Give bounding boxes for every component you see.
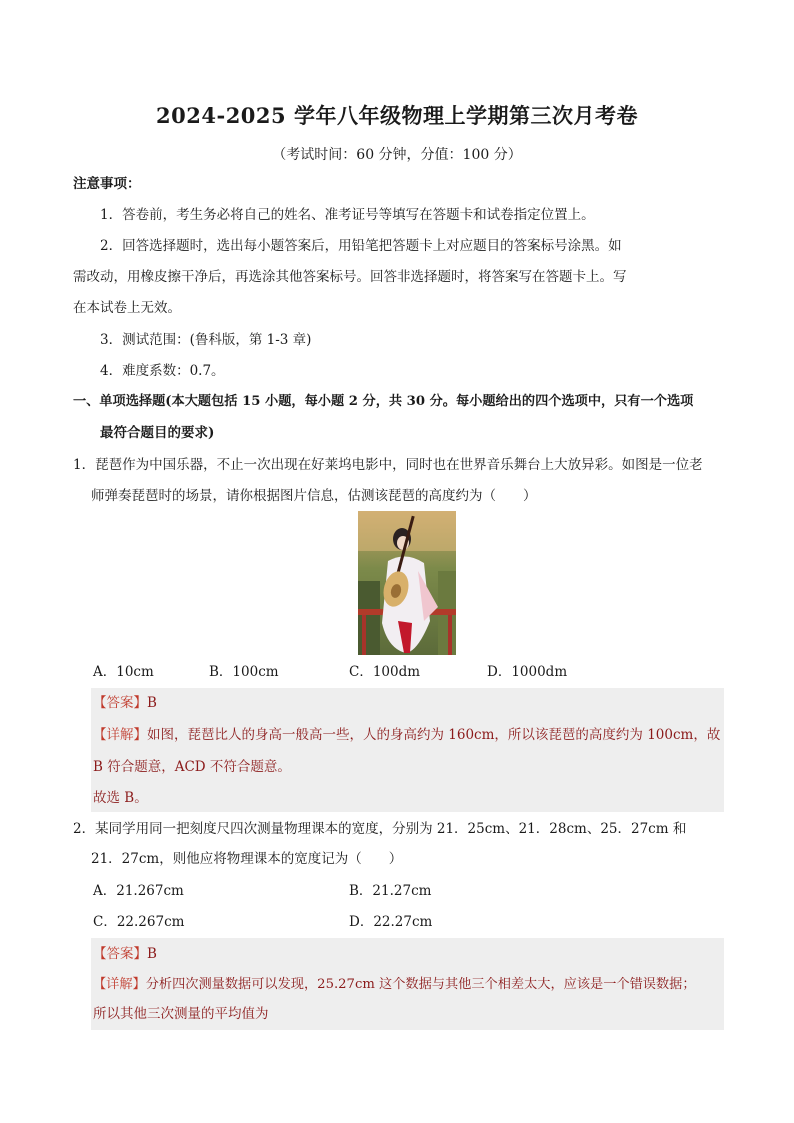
question-1-stem: 1．琵琶作为中国乐器，不止一次出现在好莱坞电影中，同时也在世界音乐舞台上大放异彩。如图是一位老 — [73, 457, 703, 473]
note-item-4: 4．难度系数：0.7。 — [100, 363, 225, 379]
answer-value: B — [147, 946, 157, 962]
detail-1-line-1 — [93, 725, 720, 745]
pipa-player-photo — [358, 511, 456, 655]
detail-2-line-1 — [93, 975, 696, 995]
option-b: B．100cm — [209, 664, 279, 680]
section-heading: 一、单项选择题(本大题包括 15 小题，每小题 2 分，共 30 分。每小题给出的四个选项中，只有一个选项 — [73, 394, 694, 409]
detail-1-line-2: B 符合题意，ACD 不符合题意。 — [93, 759, 291, 775]
option-d: D．1000dm — [487, 664, 568, 680]
answer-tag: 【答案】 — [93, 946, 147, 962]
option-a: A．21.267cm — [93, 883, 184, 899]
option-d: D．22.27cm — [349, 914, 433, 930]
detail-text: 如图，琵琶比人的身高一般高一些，人的身高约为 160cm，所以该琵琶的高度约为 100cm，故 — [147, 727, 721, 743]
detail-tag: 【详解】 — [93, 977, 146, 992]
note-item-2-line-3: 在本试卷上无效。 — [73, 300, 181, 316]
pipa-player-image — [358, 511, 456, 655]
answer-value: B — [147, 695, 157, 711]
detail-tag: 【详解】 — [93, 727, 147, 743]
question-1-stem-cont: 师弹奏琵琶时的场景，请你根据图片信息，估测该琵琶的高度约为（ ） — [91, 488, 537, 504]
question-2-stem: 2．某同学用同一把刻度尺四次测量物理课本的宽度，分别为 21．25cm、21．28cm、25．27cm 和 — [73, 821, 687, 837]
option-b: B．21.27cm — [349, 883, 432, 899]
page-title: 2024-2025 学年八年级物理上学期第三次月考卷 — [156, 103, 638, 128]
option-a: A．10cm — [93, 664, 154, 680]
question-2-stem-cont: 21．27cm，则他应将物理课本的宽度记为（ ） — [91, 851, 403, 867]
conclusion-1: 故选 B。 — [93, 790, 148, 806]
answer-1 — [93, 693, 157, 713]
note-item-1: 1．答卷前，考生务必将自己的姓名、准考证号等填写在答题卡和试卷指定位置上。 — [100, 207, 595, 223]
answer-tag: 【答案】 — [93, 695, 147, 711]
note-item-2-line-1: 2．回答选择题时，选出每小题答案后，用铅笔把答题卡上对应题目的答案标号涂黑。如 — [100, 238, 622, 254]
detail-2-line-2: 所以其他三次测量的平均值为 — [93, 1006, 269, 1022]
note-item-2-line-2: 需改动，用橡皮擦干净后，再选涂其他答案标号。回答非选择题时，将答案写在答题卡上。写 — [73, 269, 627, 285]
option-c: C．100dm — [349, 664, 421, 680]
exam-info: （考试时间：60 分钟，分值：100 分） — [272, 147, 522, 163]
option-c: C．22.267cm — [93, 914, 185, 930]
note-item-3: 3．测试范围：(鲁科版，第 1-3 章) — [100, 332, 312, 348]
section-heading-cont: 最符合题目的要求) — [100, 425, 215, 441]
detail-text: 分析四次测量数据可以发现，25.27cm 这个数据与其他三个相差太大，应该是一个错误数据； — [145, 977, 696, 992]
answer-box-1 — [91, 688, 724, 812]
notes-heading: 注意事项： — [73, 176, 141, 192]
answer-2 — [93, 944, 157, 964]
